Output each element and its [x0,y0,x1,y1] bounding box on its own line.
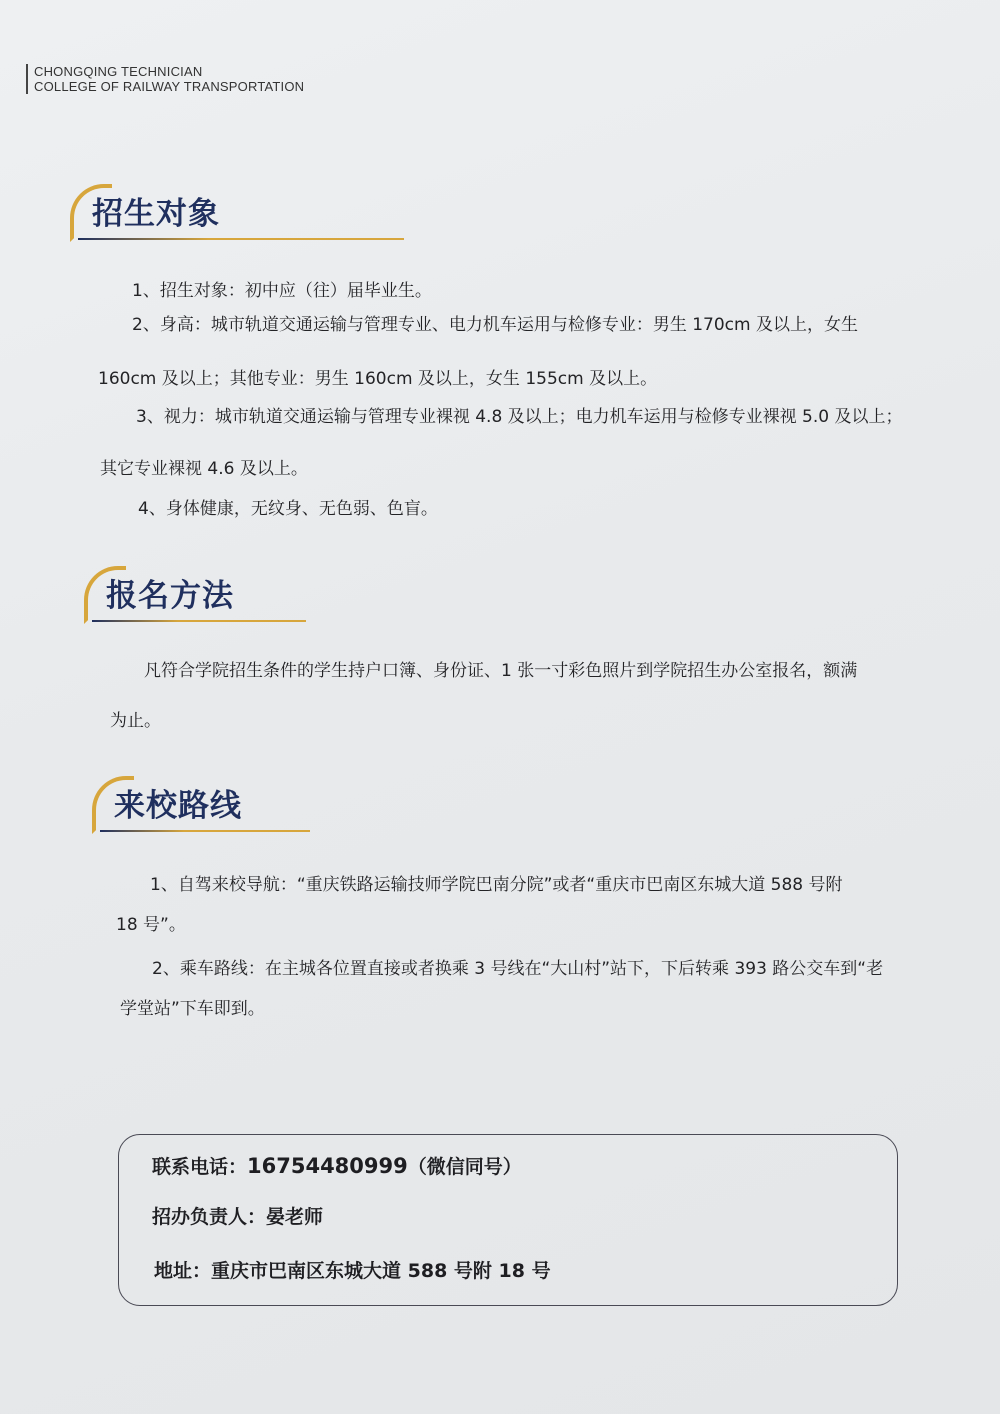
person-label: 招办负责人： [152,1206,267,1228]
section-heading-route [92,776,316,836]
section-title-route: 来校路线 [114,788,242,824]
section-title-registration: 报名方法 [106,578,234,614]
college-header [26,64,304,94]
admission-item-2-cont: 160cm 及以上；其他专业：男生 160cm 及以上，女生 155cm 及以上。 [98,369,658,389]
phone-label: 联系电话： [152,1156,248,1178]
registration-item-1-cont: 为止。 [110,711,161,731]
contact-address-line [154,1256,551,1283]
admission-item-4: 4、身体健康，无纹身、无色弱、色盲。 [138,499,438,519]
person-name: 晏老师 [266,1206,324,1228]
heading-underline [100,830,310,832]
college-name-line-2: COLLEGE OF RAILWAY TRANSPORTATION [34,79,305,94]
route-item-2-cont: 学堂站”下车即到。 [120,999,265,1019]
section-title-admission: 招生对象 [92,196,220,232]
contact-phone-line [152,1152,522,1179]
registration-item-1: 凡符合学院招生条件的学生持户口簿、身份证、1 张一寸彩色照片到学院招生办公室报名，额满 [144,661,858,681]
route-item-1-cont: 18 号”。 [116,915,186,935]
section-heading-admission [70,184,410,244]
route-item-1: 1、自驾来校导航：“重庆铁路运输技师学院巴南分院”或者“重庆市巴南区东城大道 588 号附 [150,875,843,895]
heading-underline [78,238,404,240]
college-name-line-1: CHONGQING TECHNICIAN [34,64,203,79]
address-label: 地址： [154,1260,212,1282]
heading-underline [92,620,306,622]
section-heading-registration [84,566,314,626]
admission-item-2: 2、身高：城市轨道交通运输与管理专业、电力机车运用与检修专业：男生 170cm 及以上，女生 [132,315,858,335]
phone-number: 16754480999 [247,1154,408,1178]
contact-person-line [152,1202,323,1229]
admission-item-3: 3、视力：城市轨道交通运输与管理专业裸视 4.8 及以上；电力机车运用与检修专业裸视 5.0 及以上； [136,407,903,427]
admission-item-3-cont: 其它专业裸视 4.6 及以上。 [100,459,308,479]
phone-note: （微信同号） [407,1156,522,1178]
address-value: 重庆市巴南区东城大道 588 号附 18 号 [211,1260,551,1282]
route-item-2: 2、乘车路线：在主城各位置直接或者换乘 3 号线在“大山村”站下，下后转乘 393 路公交车到“老 [152,959,884,979]
admission-item-1: 1、招生对象：初中应（往）届毕业生。 [132,281,432,301]
